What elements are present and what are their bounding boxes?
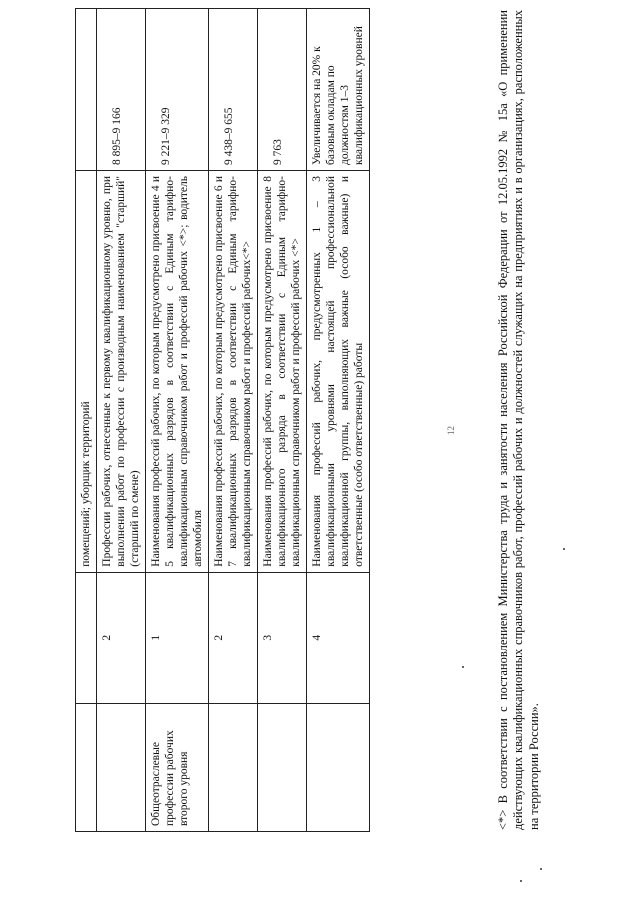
occupation-cell: Профессии рабочих, отнесенные к первому квалификационному уровню, при выполнении работ по профессии с производным наименованием "старший" (старший по смене) — [97, 171, 146, 573]
level-cell: 1 — [146, 572, 209, 703]
salary-value: Увеличивается на 20% к базовым окладам по должностям 1–3 квалификационных уровней — [311, 26, 366, 166]
table-row — [307, 9, 370, 832]
table-row — [76, 9, 97, 832]
salary-cell — [97, 9, 146, 171]
scan-speck — [563, 548, 565, 550]
salary-value: 9 763 — [272, 139, 285, 166]
level-cell: 2 — [209, 572, 258, 703]
salary-cell — [76, 9, 97, 171]
occupation-cell: помещений; уборщик территорий — [76, 171, 97, 573]
occupation-cell: Наименования профессий рабочих, по которым предусмотрено присвоение 6 и 7 квалификационных разрядов в соответствии с Единым тарифно-квалификационным справочником работ и профессий рабочих<*> — [209, 171, 258, 573]
scan-speck — [520, 880, 522, 882]
scan-mark: 12 — [446, 426, 456, 435]
occupation-cell: Наименования профессий рабочих, предусмотренных 1 – 3 квалификационными уровнями настоящей профессиональной квалификационной группы, выполняющих важные (особо важные) и ответственные (особо ответственные) работы — [307, 171, 370, 573]
salary-value: 9 438–9 655 — [223, 107, 236, 166]
group-cell — [307, 703, 370, 831]
salary-value: 9 221–9 329 — [160, 107, 173, 166]
scan-speck — [462, 666, 464, 668]
scan-speck — [540, 868, 542, 870]
occupation-cell: Наименования профессий рабочих, по которым предусмотрено присвоение 8 квалификационного разряда в соответствии с Единым тарифно-квалификационным справочником работ и профессий рабочих <*> — [258, 171, 307, 573]
salary-table — [75, 8, 370, 832]
occupation-cell: Наименования профессий рабочих, по которым предусмотрено присвоение 4 и 5 квалификационных разрядов в соответствии с Единым тарифно-квалификационным справочником работ и профессий рабочих <*>; водитель автомобиля — [146, 171, 209, 573]
salary-cell — [307, 9, 370, 171]
group-cell: Общеотраслевые профессии рабочих второго уровня — [146, 703, 209, 831]
table-row — [209, 9, 258, 832]
table-row — [146, 9, 209, 832]
group-cell — [258, 703, 307, 831]
table-row — [258, 9, 307, 832]
salary-cell — [209, 9, 258, 171]
salary-cell — [146, 9, 209, 171]
salary-value: 8 895–9 166 — [111, 107, 124, 166]
level-cell — [76, 572, 97, 703]
level-cell: 4 — [307, 572, 370, 703]
group-cell — [97, 703, 146, 831]
footnote: <*> В соответствии с постановлением Министерства труда и занятости населения Российской Федерации от 12.05.1992 № 15а «О применении действующих квалификационных справочников работ, профессий рабочих и должностей служащих на предприятиях и в организациях, расположенных на территории России». — [496, 10, 541, 830]
table-row — [97, 9, 146, 832]
level-cell: 2 — [97, 572, 146, 703]
group-cell — [209, 703, 258, 831]
level-cell: 3 — [258, 572, 307, 703]
salary-cell — [258, 9, 307, 171]
group-cell — [76, 703, 97, 831]
